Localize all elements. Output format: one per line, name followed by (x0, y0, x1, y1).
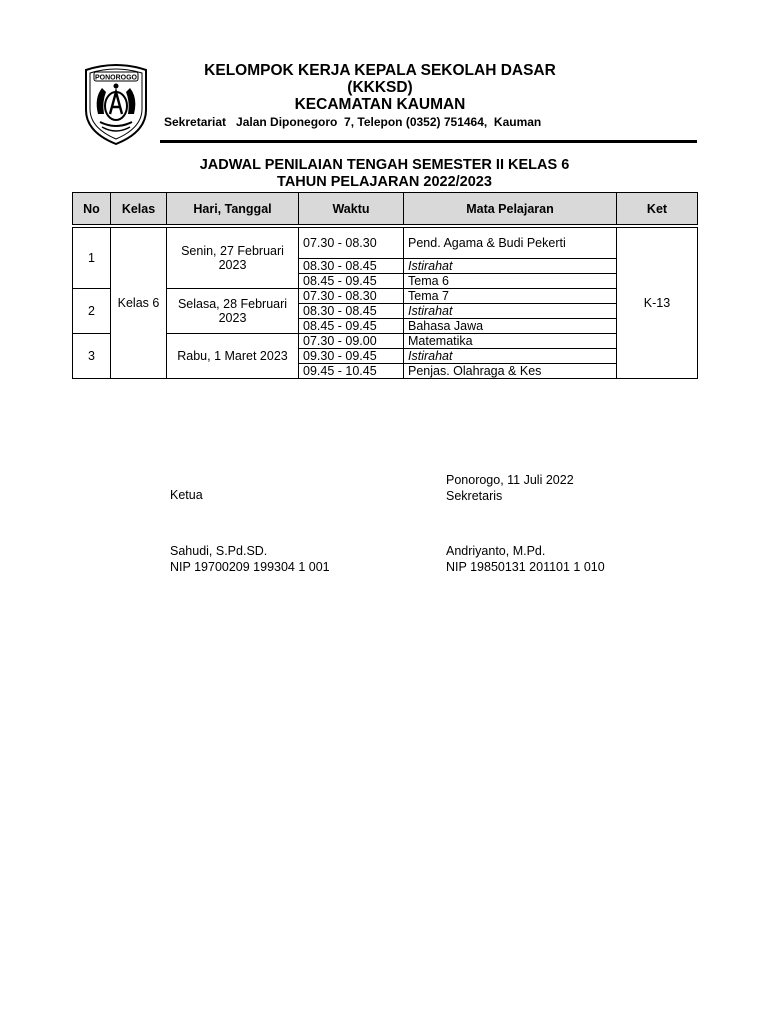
subject-cell: Matematika (404, 334, 617, 349)
district-name: KECAMATAN KAUMAN (294, 96, 466, 113)
subject-cell: Penjas. Olahraga & Kes (404, 364, 617, 379)
right-signer-role: Sekretaris (446, 489, 503, 503)
row-no: 1 (73, 228, 111, 289)
subject-cell: Istirahat (404, 349, 617, 364)
header-ket: Ket (617, 193, 698, 225)
row-no: 3 (73, 334, 111, 379)
document-title: JADWAL PENILAIAN TENGAH SEMESTER II KELAS 6 (199, 157, 570, 173)
subject-cell: Istirahat (404, 304, 617, 319)
date-cell: Senin, 27 Februari 2023 (167, 228, 299, 289)
organization-acronym: (KKKSD) (347, 79, 413, 96)
header-mata-pelajaran: Mata Pelajaran (404, 193, 617, 225)
time-cell: 09.30 - 09.45 (299, 349, 404, 364)
time-cell: 08.45 - 09.45 (299, 319, 404, 334)
table-row (73, 289, 698, 304)
organization-name: KELOMPOK KERJA KEPALA SEKOLAH DASAR (204, 62, 556, 79)
left-signer-nip: NIP 19700209 199304 1 001 (170, 560, 330, 574)
time-cell: 07.30 - 08.30 (299, 289, 404, 304)
subject-cell: Tema 7 (404, 289, 617, 304)
left-signer-name: Sahudi, S.Pd.SD. (170, 544, 268, 558)
time-cell: 08.45 - 09.45 (299, 274, 404, 289)
header-no: No (73, 193, 111, 225)
table-header-row (73, 193, 698, 225)
academic-year-title: TAHUN PELAJARAN 2022/2023 (277, 174, 492, 190)
date-cell: Rabu, 1 Maret 2023 (167, 334, 299, 379)
subject-cell: Pend. Agama & Budi Pekerti (404, 228, 617, 259)
header-kelas: Kelas (111, 193, 167, 225)
row-no: 2 (73, 289, 111, 334)
subject-cell: Bahasa Jawa (404, 319, 617, 334)
time-cell: 08.30 - 08.45 (299, 304, 404, 319)
ponorogo-emblem-logo (80, 62, 152, 146)
left-signer-role: Ketua (170, 488, 203, 502)
exam-schedule-table (72, 192, 698, 379)
logo-text: PONOROGO (94, 74, 138, 82)
right-signer-name: Andriyanto, M.Pd. (446, 544, 546, 558)
kelas-cell: Kelas 6 (111, 228, 167, 379)
header-hari-tanggal: Hari, Tanggal (167, 193, 299, 225)
time-cell: 09.45 - 10.45 (299, 364, 404, 379)
subject-cell: Tema 6 (404, 274, 617, 289)
subject-cell: Istirahat (404, 259, 617, 274)
table-row (73, 228, 698, 259)
letterhead-divider (160, 140, 697, 143)
place-date: Ponorogo, 11 Juli 2022 (446, 473, 574, 487)
right-signer-nip: NIP 19850131 201101 1 010 (446, 560, 605, 574)
header-waktu: Waktu (299, 193, 404, 225)
time-cell: 07.30 - 09.00 (299, 334, 404, 349)
time-cell: 08.30 - 08.45 (299, 259, 404, 274)
time-cell: 07.30 - 08.30 (299, 228, 404, 259)
date-cell: Selasa, 28 Februari 2023 (167, 289, 299, 334)
secretariat-address: Sekretariat Jalan Diponegoro 7, Telepon (0352) 751464, Kauman (164, 115, 542, 129)
table-row (73, 334, 698, 349)
ket-cell: K-13 (617, 228, 698, 379)
